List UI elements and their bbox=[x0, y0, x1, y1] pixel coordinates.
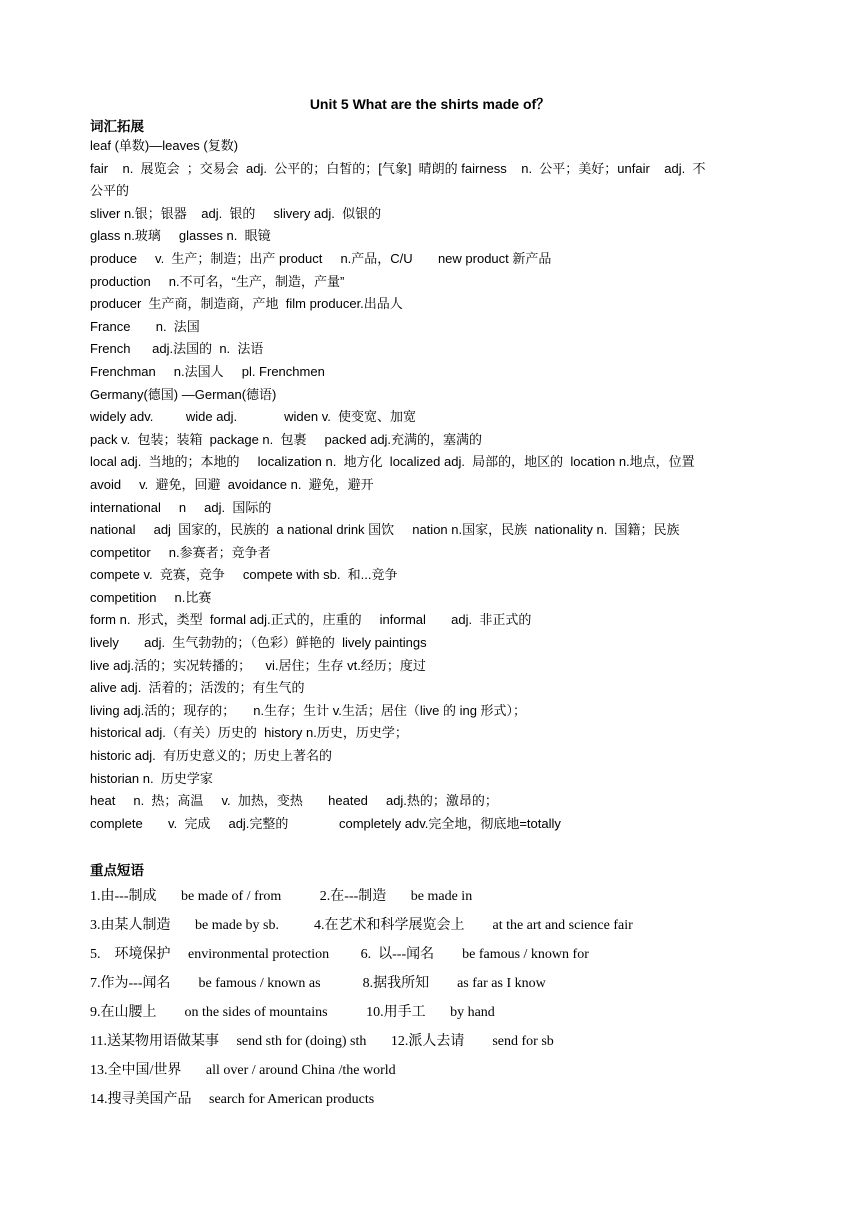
vocab-line: international n adj. 国际的 bbox=[90, 499, 272, 515]
vocab-line: leaf (单数)—leaves (复数) bbox=[90, 138, 239, 153]
vocab-list bbox=[90, 135, 790, 835]
vocab-line: pack v. 包装；装箱 package n. 包裹 packed adj.充满的，塞满的 bbox=[90, 431, 483, 447]
phrase-line: 11.送某物用语做某事 send sth for (doing) sth 12.派人去请 send for sb bbox=[90, 1034, 554, 1049]
vocab-line: sliver n.银；银器 adj. 银的 slivery adj. 似银的 bbox=[90, 205, 382, 221]
vocab-line: competition n.比赛 bbox=[90, 589, 212, 605]
vocab-line: historical adj.（有关）历史的 history n.历史，历史学； bbox=[90, 725, 408, 741]
vocab-line: avoid v. 避免，回避 avoidance n. 避免，避开 bbox=[90, 476, 374, 492]
phrase-line: 5. 环境保护 environmental protection 6. 以---闻名 be famous / known for bbox=[90, 947, 589, 962]
vocab-line: living adj.活的；现存的； n.生存；生计 v.生活；居住（live 的 ing 形式）； bbox=[90, 702, 527, 718]
vocab-line: live adj.活的；实况转播的； vi.居住；生存 vt.经历；度过 bbox=[90, 657, 426, 673]
vocab-line: compete v. 竞赛，竞争 compete with sb. 和...竞争 bbox=[90, 567, 398, 583]
vocab-line: local adj. 当地的；本地的 localization n. 地方化 localized adj. 局部的，地区的 location n.地点，位置 bbox=[90, 454, 695, 470]
vocab-line: fair n. 展览会 ；交易会 adj. 公平的；白皙的；[气象] 晴朗的 fairness n. 公平；美好；unfair adj. 不 bbox=[90, 160, 706, 176]
vocab-line: Germany(德国) —German(德语) bbox=[90, 386, 277, 402]
vocab-line: competitor n.参赛者；竞争者 bbox=[90, 544, 271, 560]
vocab-heading: 词汇拓展 bbox=[90, 119, 144, 135]
vocab-line: 公平的 bbox=[90, 183, 130, 199]
phrase-line: 1.由---制成 be made of / from 2.在---制造 be made in bbox=[90, 889, 473, 904]
vocab-line: form n. 形式，类型 formal adj.正式的，庄重的 informal adj. 非正式的 bbox=[90, 612, 532, 628]
vocab-line: Frenchman n.法国人 pl. Frenchmen bbox=[90, 363, 325, 379]
phrase-line: 9.在山腰上 on the sides of mountains 10.用手工 by hand bbox=[90, 1005, 495, 1020]
vocab-line: lively adj. 生气勃勃的；（色彩）鲜艳的 lively paintings bbox=[90, 635, 427, 651]
document-title: Unit 5 What are the shirts made of？ bbox=[309, 96, 551, 112]
vocab-line: widely adv. wide adj. widen v. 使变宽、加宽 bbox=[90, 409, 417, 425]
vocab-line: France n. 法国 bbox=[90, 318, 200, 334]
vocab-line: historic adj. 有历史意义的；历史上著名的 bbox=[90, 748, 332, 764]
vocab-line: alive adj. 活着的；活泼的；有生气的 bbox=[90, 680, 305, 696]
vocab-line: production n.不可名，“生产，制造，产量” bbox=[90, 273, 345, 289]
phrase-list bbox=[90, 882, 790, 1114]
vocab-line: historian n. 历史学家 bbox=[90, 770, 213, 786]
phrases-heading: 重点短语 bbox=[90, 863, 144, 879]
vocab-line: heat n. 热；高温 v. 加热，变热 heated adj.热的；激昂的； bbox=[90, 793, 498, 809]
vocab-line: national adj 国家的，民族的 a national drink 国饮 nation n.国家，民族 nationality n. 国籍；民族 bbox=[90, 522, 680, 538]
vocab-line: complete v. 完成 adj.完整的 completely adv.完全地，彻底地=totally bbox=[90, 815, 561, 831]
phrase-line: 14.搜寻美国产品 search for American products bbox=[90, 1092, 375, 1107]
phrase-line: 3.由某人制造 be made by sb. 4.在艺术和科学展览会上 at the art and science fair bbox=[90, 918, 633, 933]
vocab-line: producer 生产商，制造商，产地 film producer.出品人 bbox=[90, 296, 403, 312]
vocab-line: glass n.玻璃 glasses n. 眼镜 bbox=[90, 228, 271, 244]
vocab-line: French adj.法国的 n. 法语 bbox=[90, 341, 264, 357]
vocab-line: produce v. 生产；制造；出产 product n.产品，C/U new product 新产品 bbox=[90, 250, 552, 266]
phrase-line: 13.全中国/世界 all over / around China /the world bbox=[90, 1063, 396, 1078]
phrase-line: 7.作为---闻名 be famous / known as 8.据我所知 as far as I know bbox=[90, 976, 546, 991]
